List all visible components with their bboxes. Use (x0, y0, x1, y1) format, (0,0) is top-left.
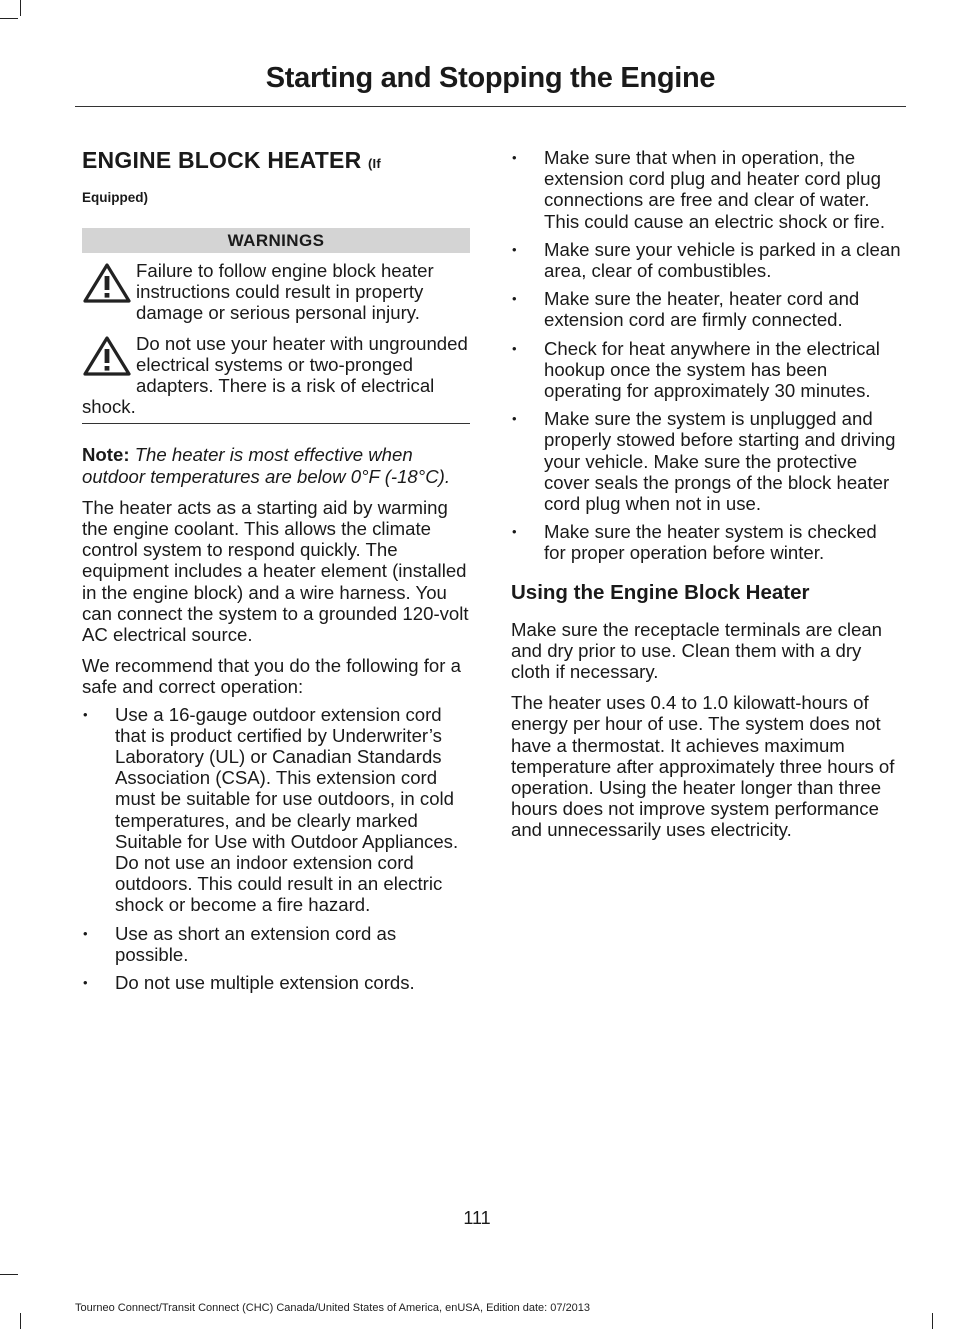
paragraph: Make sure the receptacle terminals are clean and dry prior to use. Clean them with a dry cloth if necessary. (511, 618, 883, 683)
list-item: • Make sure the system is unplugged and properly stowed before starting and driving your vehicle. Make sure the protective cover seals the prongs of the block heater cord plug when not in use. (511, 408, 901, 514)
section-title-suffix: (If (367, 156, 381, 171)
list-item: • Use as short an extension cord as possible. (82, 923, 470, 965)
crop-mark (0, 1274, 18, 1275)
page-title: Starting and Stopping the Engine (265, 62, 716, 94)
note (82, 444, 470, 486)
paragraph: The heater uses 0.4 to 1.0 kilowatt-hours of energy per hour of use. The system does not have a thermostat. It achieves maximum temperature after approximately three hours of operation. Using the heater longer than three hours does not improve system performance and unnecessarily uses electricity. (511, 692, 895, 841)
warnings-heading: WARNINGS (82, 228, 470, 253)
warnings-divider (82, 423, 470, 424)
crop-mark (0, 18, 18, 19)
warning-item (82, 333, 470, 418)
warning-triangle-icon (82, 335, 132, 377)
list-item: • Check for heat anywhere in the electrical hookup once the system has been operating for approximately 30 minutes. (511, 338, 901, 402)
section-subtitle: Equipped) (82, 190, 148, 205)
note-text: The heater is most effective when outdoor temperatures are below 0°F (-18°C). (82, 444, 450, 487)
left-column (82, 145, 470, 1000)
list-item: • Make sure the heater, heater cord and extension cord are firmly connected. (511, 288, 901, 330)
bullet-list (82, 704, 470, 994)
paragraph: We recommend that you do the following for a safe and correct operation: (82, 655, 461, 698)
section-title (82, 145, 470, 179)
warning-text: Failure to follow engine block heater instructions could result in property damage or serious personal injury. (136, 260, 434, 324)
bullet-list (511, 147, 901, 564)
crop-mark (932, 1313, 933, 1329)
subsection-heading: Using the Engine Block Heater (511, 580, 810, 604)
list-item: • Use a 16-gauge outdoor extension cord that is product certified by Underwriter’s Laboratory (UL) or Canadian Standards Association (CSA). This extension cord must be suitable for use outdoors, in cold temperatures, and be clearly marked Suitable for Use with Outdoor Appliances. Do not use an indoor extension cord outdoors. This could result in an electric shock or become a fire hazard. (82, 704, 470, 916)
warning-triangle-icon (82, 262, 132, 304)
crop-mark (20, 0, 21, 16)
note-label: Note: (82, 444, 130, 466)
right-column (511, 147, 901, 841)
paragraph: The heater acts as a starting aid by warming the engine coolant. This allows the climate control system to respond quickly. The equipment includes a heater element (installed in the engine block) and a wire harness. You can connect the system to a grounded 120-volt AC electrical source. (82, 496, 469, 646)
list-item: • Make sure the heater system is checked for proper operation before winter. (511, 521, 901, 563)
list-item: • Make sure that when in operation, the extension cord plug and heater cord plug connections are free and clear of water. This could cause an electric shock or fire. (511, 147, 901, 232)
warning-item (82, 260, 470, 324)
crop-mark (20, 1313, 21, 1329)
list-item: • Make sure your vehicle is parked in a clean area, clear of combustibles. (511, 239, 901, 281)
list-item: • Do not use multiple extension cords. (82, 972, 470, 993)
footer-text: Tourneo Connect/Transit Connect (CHC) Canada/United States of America, enUSA, Edition date: 07/2013 (75, 1302, 591, 1314)
section-title-text: ENGINE BLOCK HEATER (82, 147, 362, 173)
warning-text: Do not use your heater with ungrounded electrical systems or two-pronged adapters. There is a risk of electrical shock. (82, 332, 468, 418)
page-number: 111 (463, 1208, 491, 1228)
page-header (75, 58, 906, 107)
